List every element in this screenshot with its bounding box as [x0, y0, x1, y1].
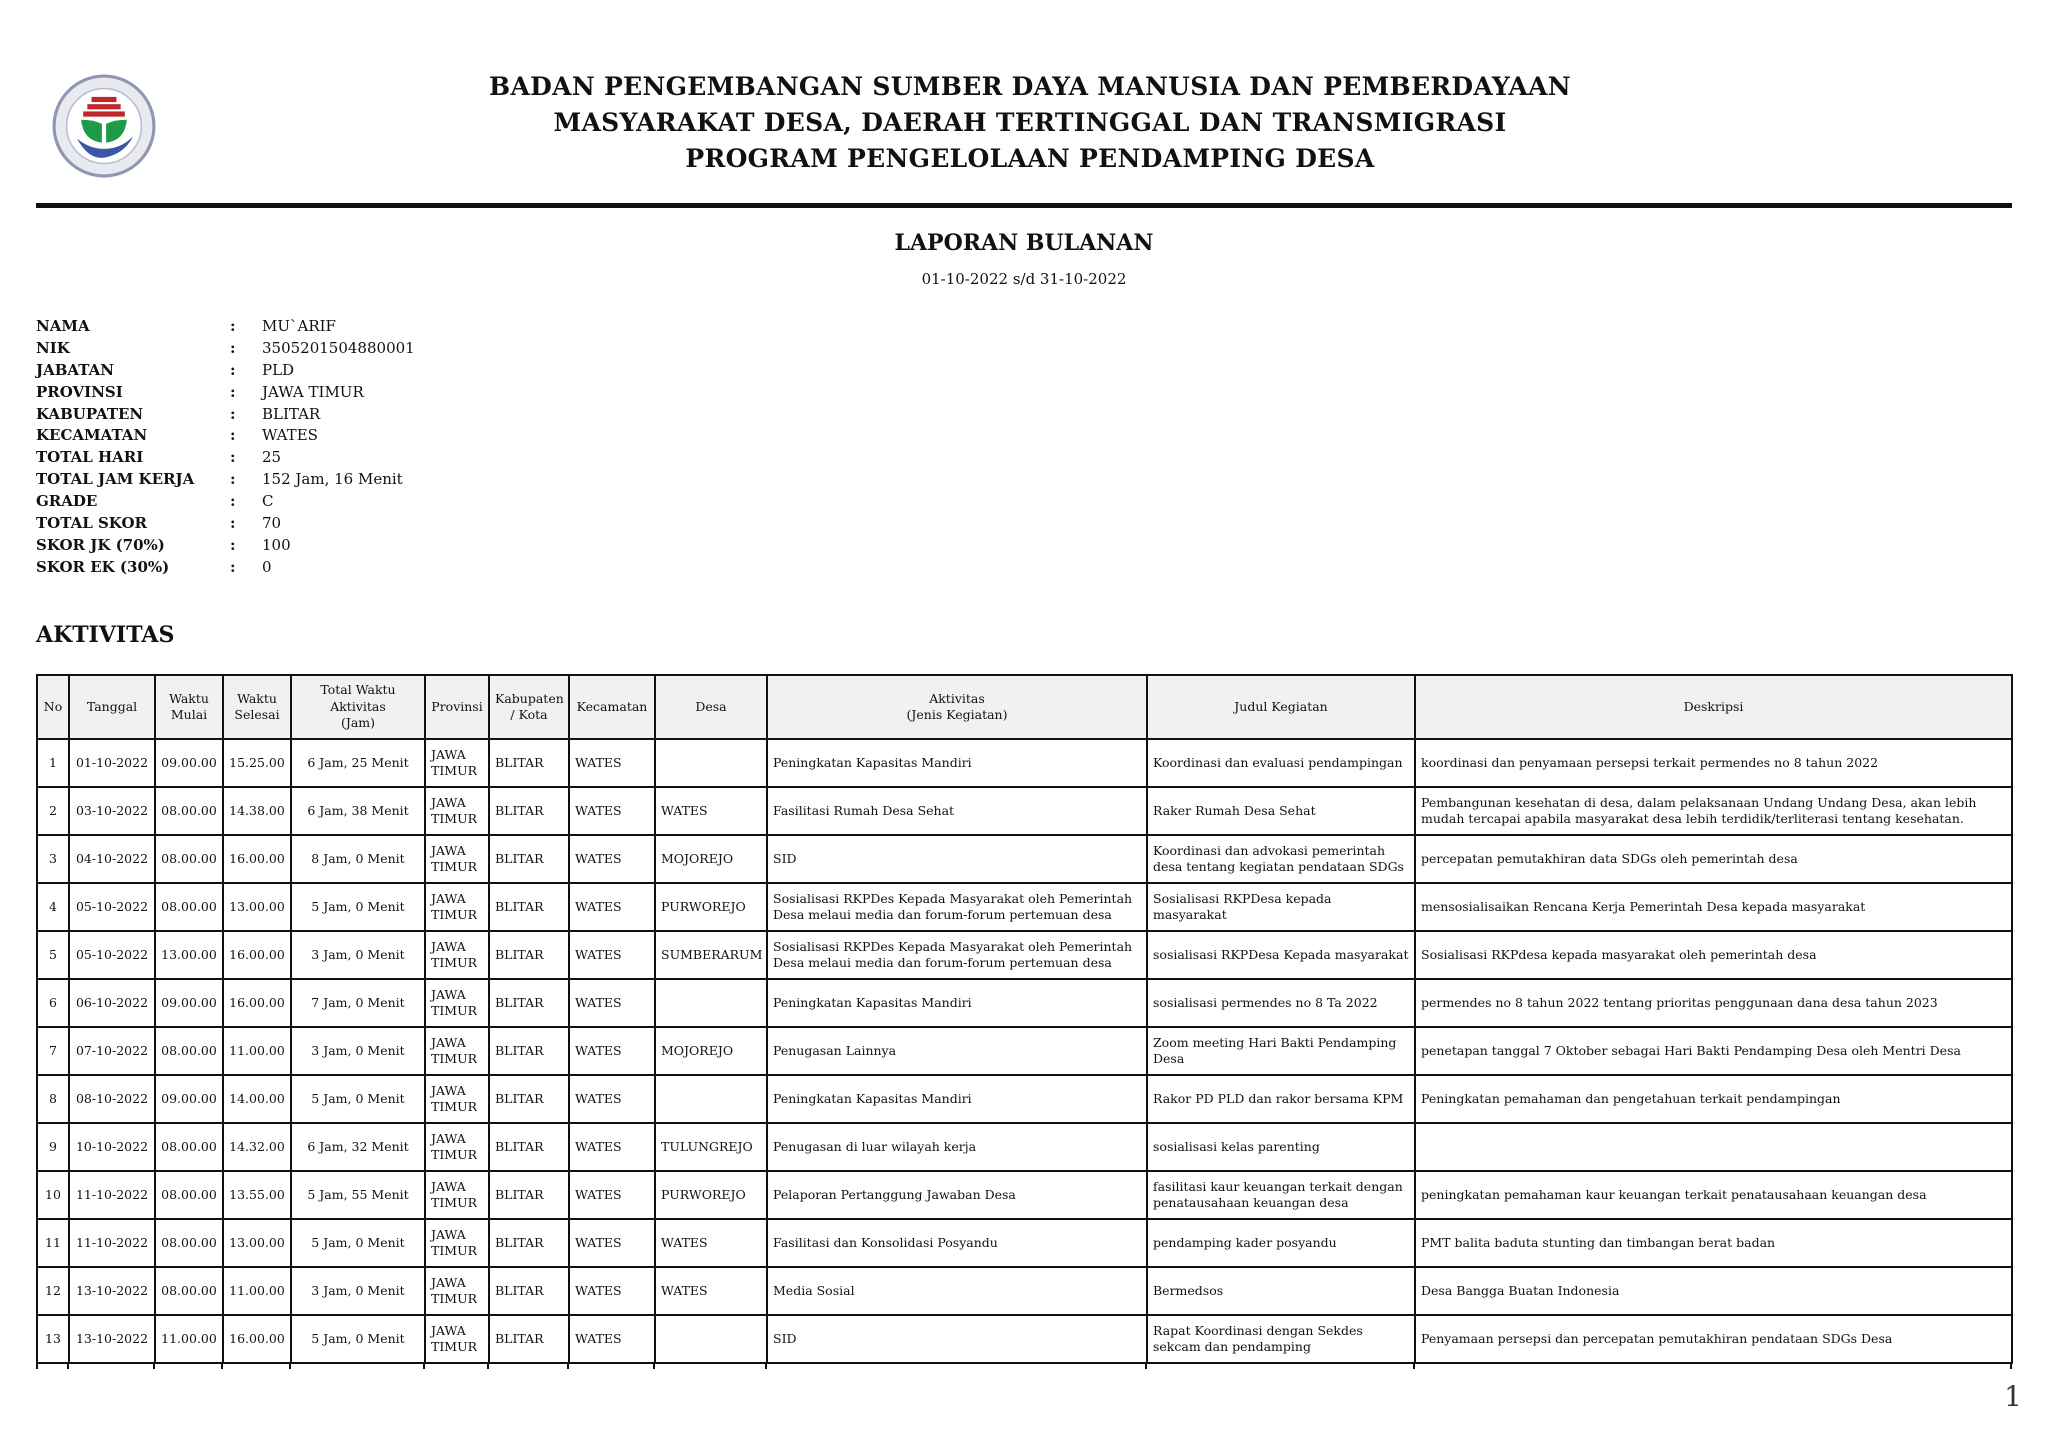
info-colon: : — [230, 557, 236, 576]
cell-total-waktu: 5 Jam, 0 Menit — [291, 1075, 425, 1123]
cell-aktivitas: Peningkatan Kapasitas Mandiri — [767, 739, 1147, 787]
cell-judul: sosialisasi RKPDesa Kepada masyarakat — [1147, 931, 1415, 979]
table-row — [37, 1171, 2012, 1219]
table-row — [37, 931, 2012, 979]
cell-kecamatan: WATES — [569, 883, 655, 931]
cell-total-waktu: 6 Jam, 25 Menit — [291, 739, 425, 787]
cell-tanggal: 13-10-2022 — [69, 1315, 155, 1363]
cell-waktu-mulai: 08.00.00 — [155, 883, 223, 931]
cell-total-waktu: 3 Jam, 0 Menit — [291, 1267, 425, 1315]
cell-waktu-selesai: 16.00.00 — [223, 931, 291, 979]
cell-no: 2 — [37, 787, 69, 835]
cell-kecamatan: WATES — [569, 1219, 655, 1267]
cell-judul: Koordinasi dan evaluasi pendampingan — [1147, 739, 1415, 787]
header-divider — [36, 203, 2012, 208]
cell-total-waktu: 7 Jam, 0 Menit — [291, 979, 425, 1027]
info-row — [36, 513, 415, 535]
section-title: AKTIVITAS — [36, 622, 175, 648]
cell-waktu-selesai: 13.00.00 — [223, 1219, 291, 1267]
col-header-waktu-mulai: Waktu Mulai — [155, 675, 223, 739]
cell-provinsi: JAWA TIMUR — [425, 931, 489, 979]
header-line-1: BADAN PENGEMBANGAN SUMBER DAYA MANUSIA DAN PEMBERDAYAAN — [489, 72, 1571, 101]
cell-provinsi: JAWA TIMUR — [425, 1075, 489, 1123]
cell-total-waktu: 3 Jam, 0 Menit — [291, 931, 425, 979]
cell-kabupaten: BLITAR — [489, 787, 569, 835]
col-header-tanggal: Tanggal — [69, 675, 155, 739]
cell-waktu-mulai: 13.00.00 — [155, 931, 223, 979]
cell-kecamatan: WATES — [569, 1315, 655, 1363]
cell-total-waktu: 5 Jam, 0 Menit — [291, 1219, 425, 1267]
col-header-no: No — [37, 675, 69, 739]
cell-desa: PURWOREJO — [655, 883, 767, 931]
header-line-2: MASYARAKAT DESA, DAERAH TERTINGGAL DAN TRANSMIGRASI — [553, 108, 1507, 137]
cell-no: 9 — [37, 1123, 69, 1171]
cell-aktivitas: Peningkatan Kapasitas Mandiri — [767, 979, 1147, 1027]
info-colon: : — [230, 470, 236, 489]
info-value: MU`ARIF — [262, 317, 336, 335]
cell-waktu-selesai: 14.00.00 — [223, 1075, 291, 1123]
info-value: 100 — [262, 535, 291, 554]
info-label: KABUPATEN — [36, 404, 144, 423]
cell-waktu-mulai: 08.00.00 — [155, 1219, 223, 1267]
info-value: 152 Jam, 16 Menit — [262, 470, 403, 489]
cell-aktivitas: Fasilitasi Rumah Desa Sehat — [767, 787, 1147, 835]
cell-desa — [655, 1075, 767, 1123]
info-value: BLITAR — [262, 404, 321, 423]
info-colon: : — [230, 338, 236, 357]
cell-judul: fasilitasi kaur keuangan terkait dengan penatausahaan keuangan desa — [1147, 1171, 1415, 1219]
cell-judul: Rakor PD PLD dan rakor bersama KPM — [1147, 1075, 1415, 1123]
cell-kabupaten: BLITAR — [489, 1267, 569, 1315]
cell-aktivitas: Peningkatan Kapasitas Mandiri — [767, 1075, 1147, 1123]
col-header-provinsi: Provinsi — [425, 675, 489, 739]
cell-total-waktu: 5 Jam, 0 Menit — [291, 883, 425, 931]
table-row — [37, 787, 2012, 835]
cell-desa: SUMBERARUM — [655, 931, 767, 979]
cell-waktu-selesai: 13.55.00 — [223, 1171, 291, 1219]
cell-provinsi: JAWA TIMUR — [425, 979, 489, 1027]
page-number: 1 — [2004, 1380, 2022, 1413]
info-label: NAMA — [36, 317, 90, 335]
info-colon: : — [230, 492, 236, 511]
cell-deskripsi: PMT balita baduta stunting dan timbangan berat badan — [1415, 1219, 2012, 1267]
cell-kecamatan: WATES — [569, 1027, 655, 1075]
info-row — [36, 404, 415, 426]
cell-waktu-selesai: 14.32.00 — [223, 1123, 291, 1171]
info-label: PROVINSI — [36, 382, 123, 401]
cell-no: 11 — [37, 1219, 69, 1267]
cell-provinsi: JAWA TIMUR — [425, 739, 489, 787]
cell-waktu-mulai: 11.00.00 — [155, 1315, 223, 1363]
cell-no: 4 — [37, 883, 69, 931]
cell-tanggal: 05-10-2022 — [69, 931, 155, 979]
cell-no: 1 — [37, 739, 69, 787]
table-row — [37, 1267, 2012, 1315]
cell-judul: Rapat Koordinasi dengan Sekdes sekcam dan pendamping — [1147, 1315, 1415, 1363]
cell-waktu-selesai: 16.00.00 — [223, 1315, 291, 1363]
header-line-3: PROGRAM PENGELOLAAN PENDAMPING DESA — [685, 144, 1375, 173]
cell-waktu-selesai: 11.00.00 — [223, 1027, 291, 1075]
cell-provinsi: JAWA TIMUR — [425, 1027, 489, 1075]
cell-aktivitas: Sosialisasi RKPDes Kepada Masyarakat oleh Pemerintah Desa melaui media dan forum-forum pertemuan desa — [767, 931, 1147, 979]
cell-kecamatan: WATES — [569, 835, 655, 883]
table-row — [37, 1027, 2012, 1075]
col-header-judul: Judul Kegiatan — [1147, 675, 1415, 739]
cell-total-waktu: 5 Jam, 55 Menit — [291, 1171, 425, 1219]
cell-desa — [655, 979, 767, 1027]
cell-waktu-mulai: 08.00.00 — [155, 787, 223, 835]
activity-table — [36, 674, 2013, 1364]
cell-deskripsi: koordinasi dan penyamaan persepsi terkait permendes no 8 tahun 2022 — [1415, 739, 2012, 787]
cell-provinsi: JAWA TIMUR — [425, 1315, 489, 1363]
cell-provinsi: JAWA TIMUR — [425, 1219, 489, 1267]
cell-kabupaten: BLITAR — [489, 1075, 569, 1123]
table-row — [37, 1075, 2012, 1123]
cell-waktu-selesai: 14.38.00 — [223, 787, 291, 835]
cell-kecamatan: WATES — [569, 1075, 655, 1123]
cell-tanggal: 06-10-2022 — [69, 979, 155, 1027]
cell-total-waktu: 6 Jam, 38 Menit — [291, 787, 425, 835]
cell-kabupaten: BLITAR — [489, 1123, 569, 1171]
info-row — [36, 316, 415, 338]
info-row — [36, 425, 415, 447]
info-label: SKOR EK (30%) — [36, 557, 170, 576]
info-colon: : — [230, 514, 236, 533]
info-value: JAWA TIMUR — [262, 382, 364, 401]
cell-no: 5 — [37, 931, 69, 979]
cell-deskripsi: Desa Bangga Buatan Indonesia — [1415, 1267, 2012, 1315]
cell-no: 7 — [37, 1027, 69, 1075]
info-value: 0 — [262, 557, 272, 576]
cell-tanggal: 05-10-2022 — [69, 883, 155, 931]
info-label: KECAMATAN — [36, 426, 148, 445]
col-header-deskripsi: Deskripsi — [1415, 675, 2012, 739]
cell-kabupaten: BLITAR — [489, 1171, 569, 1219]
info-colon: : — [230, 404, 236, 423]
info-value: 25 — [262, 448, 282, 467]
cell-kecamatan: WATES — [569, 739, 655, 787]
info-value: PLD — [262, 360, 295, 379]
cell-total-waktu: 3 Jam, 0 Menit — [291, 1027, 425, 1075]
cell-kabupaten: BLITAR — [489, 979, 569, 1027]
cell-kabupaten: BLITAR — [489, 1315, 569, 1363]
cell-provinsi: JAWA TIMUR — [425, 787, 489, 835]
cell-waktu-mulai: 08.00.00 — [155, 1123, 223, 1171]
table-row — [37, 1315, 2012, 1363]
col-header-kabupaten: Kabupaten / Kota — [489, 675, 569, 739]
cell-aktivitas: Sosialisasi RKPDes Kepada Masyarakat oleh Pemerintah Desa melaui media dan forum-forum pertemuan desa — [767, 883, 1147, 931]
ministry-logo — [52, 74, 156, 178]
cell-desa: PURWOREJO — [655, 1171, 767, 1219]
cell-deskripsi: Sosialisasi RKPdesa kepada masyarakat oleh pemerintah desa — [1415, 931, 2012, 979]
cell-desa: WATES — [655, 787, 767, 835]
info-row — [36, 469, 415, 491]
info-row — [36, 557, 415, 579]
cell-tanggal: 11-10-2022 — [69, 1219, 155, 1267]
info-label: SKOR JK (70%) — [36, 535, 165, 554]
col-header-aktivitas: Aktivitas (Jenis Kegiatan) — [767, 675, 1147, 739]
cell-judul: Bermedsos — [1147, 1267, 1415, 1315]
cell-kabupaten: BLITAR — [489, 1219, 569, 1267]
cell-kabupaten: BLITAR — [489, 739, 569, 787]
cell-waktu-mulai: 08.00.00 — [155, 835, 223, 883]
identity-block — [36, 316, 415, 579]
cell-judul: pendamping kader posyandu — [1147, 1219, 1415, 1267]
cell-tanggal: 10-10-2022 — [69, 1123, 155, 1171]
cell-kabupaten: BLITAR — [489, 931, 569, 979]
cell-waktu-mulai: 09.00.00 — [155, 979, 223, 1027]
info-label: TOTAL HARI — [36, 448, 144, 467]
cell-provinsi: JAWA TIMUR — [425, 835, 489, 883]
cell-kecamatan: WATES — [569, 1267, 655, 1315]
info-label: TOTAL SKOR — [36, 514, 147, 533]
info-value: 3505201504880001 — [262, 338, 415, 357]
cell-deskripsi: mensosialisaikan Rencana Kerja Pemerintah Desa kepada masyarakat — [1415, 883, 2012, 931]
report-period: 01-10-2022 s/d 31-10-2022 — [921, 270, 1127, 288]
cell-waktu-mulai: 08.00.00 — [155, 1171, 223, 1219]
cell-aktivitas: Penugasan Lainnya — [767, 1027, 1147, 1075]
table-row — [37, 1123, 2012, 1171]
cell-tanggal: 01-10-2022 — [69, 739, 155, 787]
table-row — [37, 1219, 2012, 1267]
cell-kabupaten: BLITAR — [489, 1027, 569, 1075]
cell-tanggal: 13-10-2022 — [69, 1267, 155, 1315]
cell-no: 13 — [37, 1315, 69, 1363]
cell-aktivitas: Media Sosial — [767, 1267, 1147, 1315]
cell-desa: WATES — [655, 1267, 767, 1315]
cell-no: 8 — [37, 1075, 69, 1123]
info-row — [36, 382, 415, 404]
info-colon: : — [230, 317, 236, 335]
info-colon: : — [230, 426, 236, 445]
table-continuation — [36, 1363, 2013, 1369]
cell-desa — [655, 739, 767, 787]
col-header-kecamatan: Kecamatan — [569, 675, 655, 739]
table-row — [37, 739, 2012, 787]
col-header-total-waktu: Total Waktu Aktivitas (Jam) — [291, 675, 425, 739]
cell-tanggal: 08-10-2022 — [69, 1075, 155, 1123]
cell-judul: Zoom meeting Hari Bakti Pendamping Desa — [1147, 1027, 1415, 1075]
cell-aktivitas: Pelaporan Pertanggung Jawaban Desa — [767, 1171, 1147, 1219]
cell-total-waktu: 6 Jam, 32 Menit — [291, 1123, 425, 1171]
cell-waktu-selesai: 16.00.00 — [223, 835, 291, 883]
cell-provinsi: JAWA TIMUR — [425, 883, 489, 931]
info-row — [36, 491, 415, 513]
cell-deskripsi: penetapan tanggal 7 Oktober sebagai Hari Bakti Pendamping Desa oleh Mentri Desa — [1415, 1027, 2012, 1075]
cell-deskripsi: permendes no 8 tahun 2022 tentang prioritas penggunaan dana desa tahun 2023 — [1415, 979, 2012, 1027]
info-value: C — [262, 492, 274, 511]
cell-aktivitas: SID — [767, 1315, 1147, 1363]
cell-judul: sosialisasi permendes no 8 Ta 2022 — [1147, 979, 1415, 1027]
cell-judul: Raker Rumah Desa Sehat — [1147, 787, 1415, 835]
table-header-row — [37, 675, 2012, 739]
cell-no: 10 — [37, 1171, 69, 1219]
cell-waktu-selesai: 13.00.00 — [223, 883, 291, 931]
cell-kecamatan: WATES — [569, 931, 655, 979]
cell-no: 6 — [37, 979, 69, 1027]
cell-no: 3 — [37, 835, 69, 883]
cell-waktu-mulai: 09.00.00 — [155, 1075, 223, 1123]
info-label: NIK — [36, 338, 70, 357]
cell-kecamatan: WATES — [569, 787, 655, 835]
col-header-waktu-selesai: Waktu Selesai — [223, 675, 291, 739]
cell-aktivitas: Penugasan di luar wilayah kerja — [767, 1123, 1147, 1171]
cell-total-waktu: 8 Jam, 0 Menit — [291, 835, 425, 883]
info-label: GRADE — [36, 492, 98, 511]
info-colon: : — [230, 535, 236, 554]
cell-desa: TULUNGREJO — [655, 1123, 767, 1171]
cell-provinsi: JAWA TIMUR — [425, 1171, 489, 1219]
info-value: 70 — [262, 514, 282, 533]
info-colon: : — [230, 360, 236, 379]
cell-provinsi: JAWA TIMUR — [425, 1267, 489, 1315]
cell-judul: Koordinasi dan advokasi pemerintah desa tentang kegiatan pendataan SDGs — [1147, 835, 1415, 883]
cell-kecamatan: WATES — [569, 1171, 655, 1219]
cell-deskripsi: percepatan pemutakhiran data SDGs oleh pemerintah desa — [1415, 835, 2012, 883]
table-row — [37, 979, 2012, 1027]
cell-waktu-mulai: 08.00.00 — [155, 1027, 223, 1075]
info-row — [36, 338, 415, 360]
cell-desa — [655, 1315, 767, 1363]
table-row — [37, 883, 2012, 931]
cell-judul: sosialisasi kelas parenting — [1147, 1123, 1415, 1171]
cell-waktu-mulai: 08.00.00 — [155, 1267, 223, 1315]
cell-deskripsi: Pembangunan kesehatan di desa, dalam pelaksanaan Undang Undang Desa, akan lebih mudah tercapai apabila masyarakat desa lebih terdidik/terliterasi tentang kesehatan. — [1415, 787, 2012, 835]
cell-deskripsi: Peningkatan pemahaman dan pengetahuan terkait pendampingan — [1415, 1075, 2012, 1123]
cell-waktu-mulai: 09.00.00 — [155, 739, 223, 787]
cell-tanggal: 04-10-2022 — [69, 835, 155, 883]
cell-desa: MOJOREJO — [655, 1027, 767, 1075]
cell-desa: MOJOREJO — [655, 835, 767, 883]
cell-waktu-selesai: 15.25.00 — [223, 739, 291, 787]
cell-judul: Sosialisasi RKPDesa kepada masyarakat — [1147, 883, 1415, 931]
cell-deskripsi: Penyamaan persepsi dan percepatan pemutakhiran pendataan SDGs Desa — [1415, 1315, 2012, 1363]
info-row — [36, 535, 415, 557]
cell-tanggal: 03-10-2022 — [69, 787, 155, 835]
info-row — [36, 447, 415, 469]
cell-kabupaten: BLITAR — [489, 883, 569, 931]
cell-waktu-selesai: 16.00.00 — [223, 979, 291, 1027]
cell-kecamatan: WATES — [569, 1123, 655, 1171]
cell-deskripsi — [1415, 1123, 2012, 1171]
cell-no: 12 — [37, 1267, 69, 1315]
cell-kecamatan: WATES — [569, 979, 655, 1027]
info-value: WATES — [262, 426, 318, 445]
cell-total-waktu: 5 Jam, 0 Menit — [291, 1315, 425, 1363]
info-colon: : — [230, 448, 236, 467]
cell-desa: WATES — [655, 1219, 767, 1267]
report-title: LAPORAN BULANAN — [894, 230, 1154, 256]
info-colon: : — [230, 382, 236, 401]
cell-aktivitas: SID — [767, 835, 1147, 883]
info-row — [36, 360, 415, 382]
table-row — [37, 835, 2012, 883]
cell-provinsi: JAWA TIMUR — [425, 1123, 489, 1171]
cell-waktu-selesai: 11.00.00 — [223, 1267, 291, 1315]
info-label: JABATAN — [36, 360, 114, 379]
info-label: TOTAL JAM KERJA — [36, 470, 195, 489]
cell-aktivitas: Fasilitasi dan Konsolidasi Posyandu — [767, 1219, 1147, 1267]
col-header-desa: Desa — [655, 675, 767, 739]
cell-tanggal: 11-10-2022 — [69, 1171, 155, 1219]
cell-tanggal: 07-10-2022 — [69, 1027, 155, 1075]
cell-kabupaten: BLITAR — [489, 835, 569, 883]
cell-deskripsi: peningkatan pemahaman kaur keuangan terkait penatausahaan keuangan desa — [1415, 1171, 2012, 1219]
